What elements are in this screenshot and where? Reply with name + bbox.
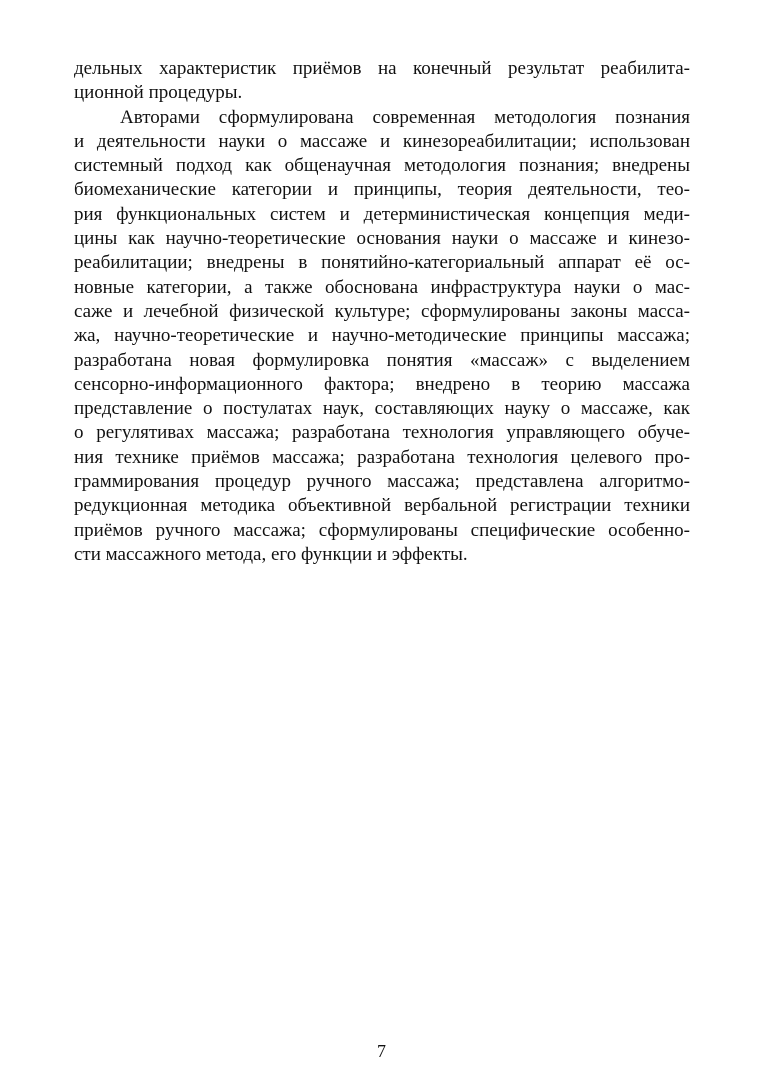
text-line: ционной процедуры.	[74, 82, 243, 104]
text-line: приёмов ручного массажа; сформулированы специфические особенно-	[74, 519, 690, 541]
text-line: сти массажного метода, его функции и эффекты.	[74, 543, 468, 565]
text-line: дельных характеристик приёмов на конечный результат реабилита-	[74, 58, 690, 79]
text-line: саже и лечебной физической культуре; сформулированы законы масса-	[74, 300, 690, 322]
text-line: Авторами сформулирована современная методология познания	[120, 106, 690, 128]
text-line: новные категории, а также обоснована инфраструктура науки о мас-	[74, 276, 690, 298]
text-line: и деятельности науки о массаже и кинезореабилитации; использован	[74, 130, 690, 152]
page-number: 7	[377, 1041, 386, 1061]
text-line: представление о постулатах наук, составляющих науку о массаже, как	[74, 398, 690, 420]
text-line: редукционная методика объективной вербальной регистрации техники	[74, 495, 690, 517]
text-line: граммирования процедур ручного массажа; представлена алгоритмо-	[74, 471, 690, 493]
text-line: биомеханические категории и принципы, теория деятельности, тео-	[74, 179, 690, 201]
text-line: цины как научно-теоретические основания науки о массаже и кинезо-	[74, 228, 690, 250]
text-line: жа, научно-теоретические и научно-методические принципы массажа;	[74, 325, 690, 347]
text-line: реабилитации; внедрены в понятийно-категориальный аппарат её ос-	[74, 252, 690, 274]
text-line: рия функциональных систем и детерминистическая концепция меди-	[74, 203, 690, 225]
text-line: сенсорно-информационного фактора; внедрено в теорию массажа	[74, 373, 690, 395]
text-line: о регулятивах массажа; разработана технология управляющего обуче-	[74, 422, 690, 444]
text-line: разработана новая формулировка понятия «массаж» с выделением	[74, 349, 690, 371]
text-line: ния технике приёмов массажа; разработана технология целевого про-	[74, 446, 690, 468]
text-line: системный подход как общенаучная методология познания; внедрены	[74, 155, 690, 177]
body-text	[74, 57, 690, 567]
